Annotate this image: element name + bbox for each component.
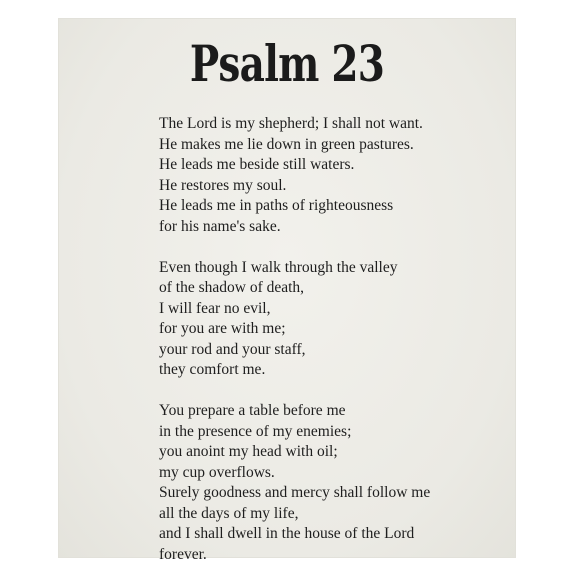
verse-line: The Lord is my shepherd; I shall not want. bbox=[159, 115, 423, 132]
verse-line: He leads me beside still waters. bbox=[159, 156, 355, 173]
verse-line: You prepare a table before me bbox=[159, 402, 346, 419]
verse-line: I will fear no evil, bbox=[159, 299, 271, 317]
psalm-text bbox=[159, 114, 504, 565]
stanza-1 bbox=[159, 114, 504, 237]
verse-line: in the presence of my enemies; bbox=[159, 422, 352, 440]
verse-line: Even though I walk through the valley bbox=[159, 258, 398, 276]
stanza-2 bbox=[159, 258, 504, 381]
verse-line: you anoint my head with oil; bbox=[159, 443, 338, 460]
verse-line: for you are with me; bbox=[159, 320, 286, 337]
verse-line: of the shadow of death, bbox=[159, 279, 305, 296]
verse-line: He leads me in paths of righteousness bbox=[159, 197, 394, 214]
page-title: Psalm 23 bbox=[189, 34, 385, 93]
verse-line: He makes me lie down in green pastures. bbox=[159, 135, 414, 153]
verse-line: for his name's sake. bbox=[159, 217, 281, 235]
verse-line: your rod and your staff, bbox=[159, 340, 306, 358]
verse-line: forever. bbox=[159, 545, 207, 563]
verse-line: all the days of my life, bbox=[159, 504, 299, 522]
stanza-3 bbox=[159, 401, 504, 565]
verse-line: Surely goodness and mercy shall follow me bbox=[159, 484, 431, 501]
verse-line: my cup overflows. bbox=[159, 463, 275, 481]
verse-line: He restores my soul. bbox=[159, 176, 287, 194]
verse-line: and I shall dwell in the house of the Lord bbox=[159, 525, 415, 542]
verse-line: they comfort me. bbox=[159, 361, 266, 378]
paper-page bbox=[58, 18, 516, 563]
